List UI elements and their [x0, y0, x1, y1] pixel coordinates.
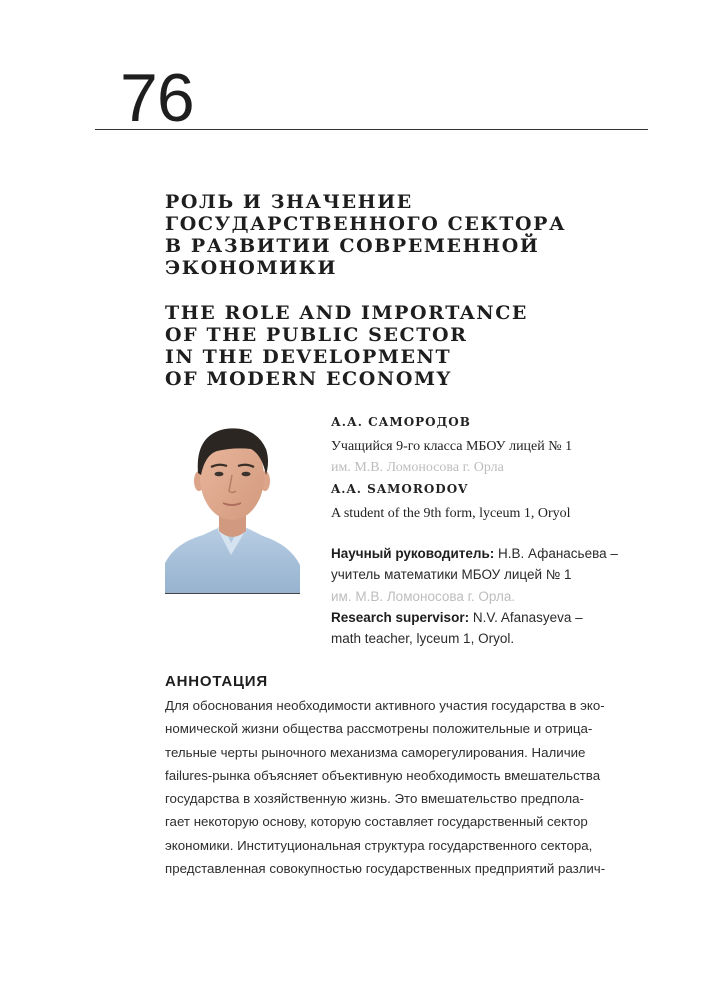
- supervisor-name-en: N.V. Afanasyeva –: [469, 609, 583, 625]
- annotation-text: [165, 694, 655, 880]
- supervisor-label-en: Research supervisor:: [331, 609, 470, 625]
- article-title-en: THE ROLE AND IMPORTANCE OF THE PUBLIC SECTOR IN THE DEVELOPMENT OF MODERN ECONOMY: [165, 302, 529, 390]
- header-rule: [95, 129, 648, 130]
- supervisor-ru-line2: учитель математики МБОУ лицей № 1: [331, 567, 572, 583]
- author-name-en: A.A. SAMORODOV: [331, 482, 469, 496]
- author-name-ru: А.А. САМОРОДОВ: [331, 415, 471, 429]
- author-info-ru: [331, 414, 661, 478]
- annotation-heading: АННОТАЦИЯ: [165, 673, 268, 690]
- supervisor-en-line2: math teacher, lyceum 1, Oryol.: [331, 631, 515, 647]
- author-affiliation-line: A student of the 9th form, lyceum 1, Oryol: [331, 506, 571, 521]
- annotation-line: экономики. Институциональная структура государственного сектора,: [165, 837, 593, 853]
- supervisor-label-ru: Научный руководитель:: [331, 546, 495, 561]
- author-info-en: [331, 481, 661, 524]
- supervisor-name-ru: Н.В. Афанасьева –: [494, 546, 618, 561]
- annotation-line: тельные черты рыночного механизма саморегулирования. Наличие: [165, 744, 586, 760]
- annotation-line: номической жизни общества рассмотрены положительные и отрица-: [165, 721, 593, 737]
- page-number: 76: [120, 64, 194, 129]
- annotation-line: гает некоторую основу, которую составляет государственный сектор: [165, 814, 588, 830]
- supervisor-en-line1: [331, 607, 661, 628]
- supervisor-ru-line3: им. М.В. Ломоносова г. Орла.: [331, 588, 516, 604]
- annotation-line: представленная совокупностью государственных предприятий различ-: [165, 861, 606, 877]
- author-affiliation-ru: [331, 436, 661, 478]
- annotation-line: Для обоснования необходимости активного участия государства в эко-: [165, 698, 605, 713]
- annotation-line: failures-рынка объясняет объективную необходимость вмешательства: [165, 767, 601, 783]
- author-portrait-image: [165, 415, 300, 593]
- photo-rule: [165, 593, 300, 594]
- author-affiliation-line: Учащийся 9-го класса МБОУ лицей № 1: [331, 439, 573, 454]
- article-title-ru: РОЛЬ И ЗНАЧЕНИЕ ГОСУДАРСТВЕННОГО СЕКТОРА В РАЗВИТИИ СОВРЕМЕННОЙ ЭКОНОМИКИ: [165, 191, 567, 279]
- author-photo: [165, 415, 300, 593]
- annotation-line: государства в хозяйственную жизнь. Это вмешательство предпола-: [165, 791, 584, 807]
- author-affiliation-en: [331, 503, 661, 524]
- author-affiliation-line-faded: им. М.В. Ломоносова г. Орла: [331, 460, 504, 475]
- supervisor-info: [331, 543, 661, 649]
- supervisor-ru-line1: [331, 543, 661, 564]
